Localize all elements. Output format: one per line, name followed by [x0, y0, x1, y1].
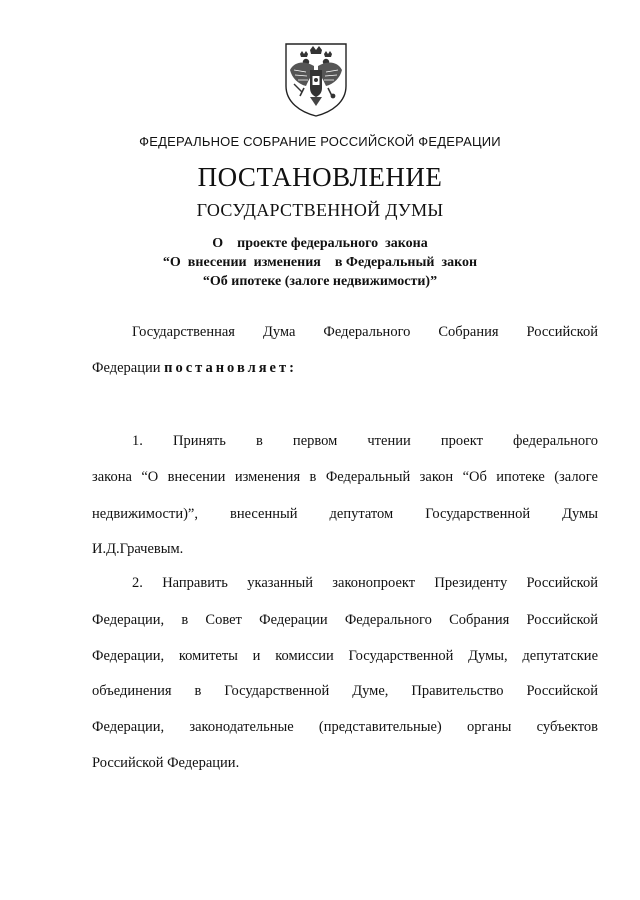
preamble-line [92, 359, 598, 377]
clause-1-line: 1. Принять в первом чтении проект федерального [132, 433, 598, 449]
clause-2-line: объединения в Государственной Думе, Правительство Российской [92, 683, 598, 699]
subject-line: О проекте федерального закона [212, 236, 428, 251]
preamble-prefix: Федерации [92, 360, 161, 376]
resolution-verb: постановляет: [164, 360, 297, 376]
preamble-line: Государственная Дума Федерального Собрания Российской [132, 324, 598, 340]
clause-2-line: 2. Направить указанный законопроект Президенту Российской [132, 575, 598, 591]
clause-2-line: Федерации, законодательные (представительные) органы субъектов [92, 719, 598, 735]
clause-1-line: закона “О внесении изменения в Федеральный закон “Об ипотеке (залоге [92, 469, 598, 485]
clause-2-line: Федерации, комитеты и комиссии Государственной Думы, депутатские [92, 648, 598, 664]
clause-2-line: Федерации, в Совет Федерации Федерального Собрания Российской [92, 612, 598, 628]
coat-of-arms-icon [280, 40, 352, 118]
clause-1-line: И.Д.Грачевым. [92, 541, 184, 557]
issuer-title: ГОСУДАРСТВЕННОЙ ДУМЫ [196, 200, 444, 220]
document-subject [0, 234, 640, 291]
subject-line: “Об ипотеке (залоге недвижимости)” [202, 274, 438, 289]
subject-line: “О внесении изменения в Федеральный закон [162, 255, 478, 270]
clause-2-line: Российской Федерации. [92, 755, 240, 771]
document-type: ПОСТАНОВЛЕНИЕ [197, 162, 443, 192]
assembly-title: ФЕДЕРАЛЬНОЕ СОБРАНИЕ РОССИЙСКОЙ ФЕДЕРАЦИИ [139, 134, 501, 149]
clause-1-line: недвижимости)”, внесенный депутатом Государственной Думы [92, 506, 598, 522]
